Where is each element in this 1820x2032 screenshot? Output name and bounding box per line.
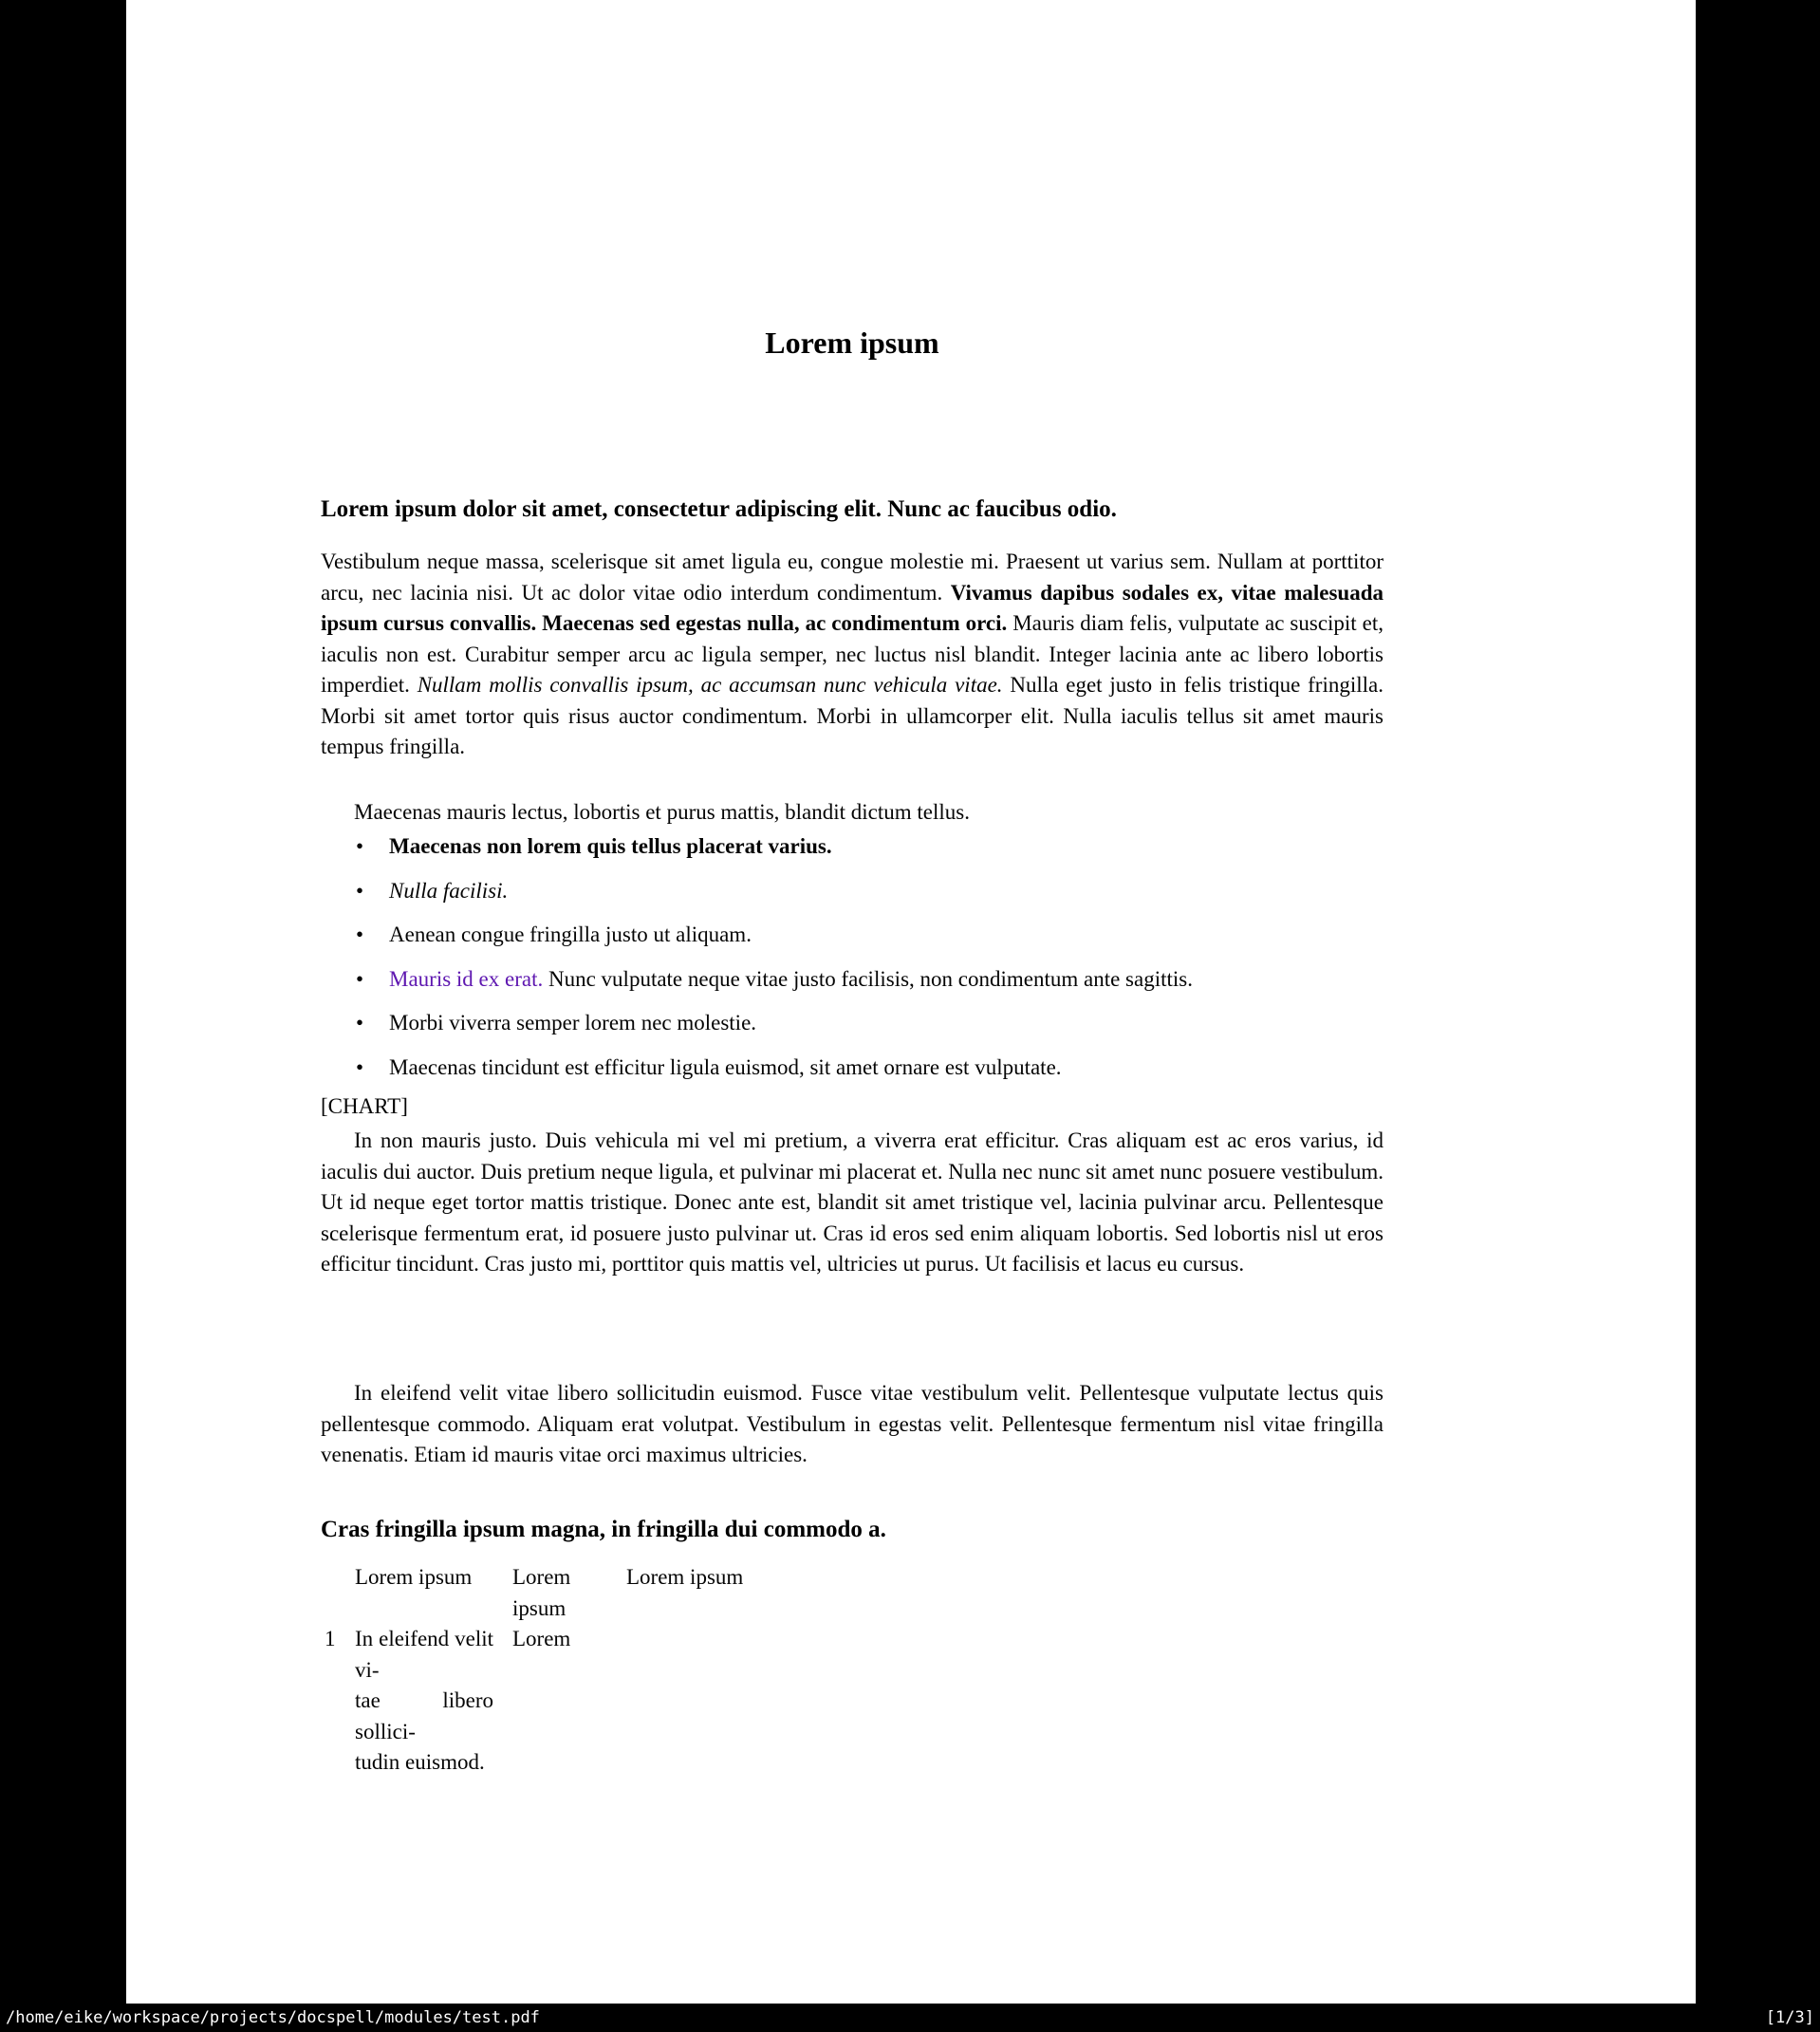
statusbar <box>0 2004 1820 2032</box>
list-item-6-text: Maecenas tincidunt est efficitur ligula euismod, sit amet ornare est vulputate. <box>389 1054 1062 1079</box>
chart-placeholder: [CHART] <box>321 1094 408 1118</box>
paragraph-2: In non mauris justo. Duis vehicula mi vel mi pretium, a viverra erat efficitur. Cras aliquam est ac eros varius, id iaculis dui auctor. Duis pretium neque ligula, et pulvinar mi placerat et. Nulla nec nunc sit amet nunc posuere vestibulum. Ut id neque eget tortor mattis tristique. Donec ante est, blandit sit amet tristique vel, lacinia pulvinar arcu. Pellentesque scelerisque fermentum erat, id posuere justo pulvinar ut. Cras id eros sed enim aliquam lobortis. Sed lobortis nisl ut eros efficitur tincidunt. Cras justo mi, porttitor quis mattis vel, ultricies ut purus. Ut facilisis et lacus eu cursus. <box>321 1128 1384 1276</box>
list-item-5-text: Morbi viverra semper lorem nec molestie. <box>389 1011 757 1035</box>
pdf-page[interactable] <box>126 0 1696 2004</box>
paragraph-1-run-italic: Nullam mollis convallis ipsum, ac accumsan nunc vehicula vitae. <box>417 673 1011 697</box>
table-header-3: Lorem ipsum <box>626 1565 744 1589</box>
bullet-icon: • <box>356 1011 364 1035</box>
list-item-1-text: Maecenas non lorem quis tellus placerat varius. <box>389 834 832 858</box>
list-item-5 <box>356 1008 1384 1039</box>
paragraph-1 <box>321 547 1384 763</box>
data-table <box>325 1562 835 1779</box>
list-item-4-text: Nunc vulputate neque vitae justo facilisis, non condimentum ante sagittis. <box>543 966 1193 991</box>
paragraph-1-run-bold: Vivamus dapibus sodales ex, vitae malesuada ipsum cursus convallis. Maecenas sed egestas nulla, ac condimentum orci. <box>321 580 1384 635</box>
list-item-4 <box>356 964 1384 996</box>
bullet-icon: • <box>356 878 364 903</box>
bullet-icon: • <box>356 923 364 946</box>
statusbar-page-indicator: [1/3] <box>1765 2008 1814 2027</box>
section-1-heading: Lorem ipsum dolor sit amet, consectetur adipiscing elit. Nunc ac faucibus odio. <box>321 496 1117 522</box>
table-row-number: 1 <box>325 1627 336 1650</box>
paragraph-1-run-normal-3: Nulla eget justo in felis tristique fringilla. Morbi sit amet tortor quis risus auctor condimentum. Morbi in ullamcorper elit. Nulla iaculis tellus sit amet mauris tempus fringilla. <box>321 673 1384 758</box>
bullet-icon: • <box>356 834 364 858</box>
list-item-6 <box>356 1053 1384 1084</box>
paragraph-1-run-normal: Vestibulum neque massa, scelerisque sit amet ligula eu, congue molestie mi. Praesent ut varius sem. Nullam at porttitor arcu, nec lacinia nisi. Ut ac dolor vitae odio interdum condimentum. <box>321 550 1384 605</box>
table-header-spacer <box>325 1562 355 1624</box>
statusbar-file-path: /home/eike/workspace/projects/docspell/modules/test.pdf <box>6 2008 540 2027</box>
table-cell-1 <box>355 1624 512 1779</box>
paragraph-3: In eleifend velit vitae libero sollicitudin euismod. Fusce vitae vestibulum velit. Pellentesque vulputate lectus quis pellentesque commodo. Aliquam erat volutpat. Vestibulum in egestas velit. Pellentesque fermentum nisl vitae fringilla venenatis. Etiam id mauris vitae orci maximus ultricies. <box>321 1381 1384 1466</box>
table-cell-1-line-3: tudin euismod. <box>355 1750 485 1774</box>
table-cell-3 <box>626 1624 835 1779</box>
list-item-2 <box>356 876 1384 907</box>
table-header-1: Lorem ipsum <box>355 1565 473 1589</box>
list-item-3-text: Aenean congue fringilla justo ut aliquam. <box>389 923 752 946</box>
list-item-3 <box>356 920 1384 951</box>
bullet-icon: • <box>356 1054 364 1079</box>
paragraph-1-run-normal-2: Mauris diam felis, vulputate ac suscipit et, iaculis non est. Curabitur semper arcu ac ligula semper, nec luctus nisl blandit. Integer lacinia ante ac libero lobortis imperdiet. <box>321 611 1384 697</box>
table-cell-1-line-2: tae libero sollici- <box>355 1688 493 1743</box>
bullet-list <box>321 831 1384 1096</box>
list-item-2-text: Nulla facilisi. <box>389 878 509 903</box>
table-cell-1-line-1: In eleifend velit vi- <box>355 1627 493 1682</box>
list-item-1 <box>356 831 1384 863</box>
paragraph-indented: Maecenas mauris lectus, lobortis et purus mattis, blandit dictum tellus. <box>354 800 970 824</box>
hyperlink-mauris-id-ex-erat[interactable]: Mauris id ex erat. <box>389 966 544 991</box>
document-title: Lorem ipsum <box>765 326 939 360</box>
section-2-heading: Cras fringilla ipsum magna, in fringilla dui commodo a. <box>321 1517 886 1542</box>
table-cell-2: Lorem <box>512 1627 571 1650</box>
bullet-icon: • <box>356 966 364 991</box>
table-header-2: Lorem ipsum <box>512 1565 571 1620</box>
